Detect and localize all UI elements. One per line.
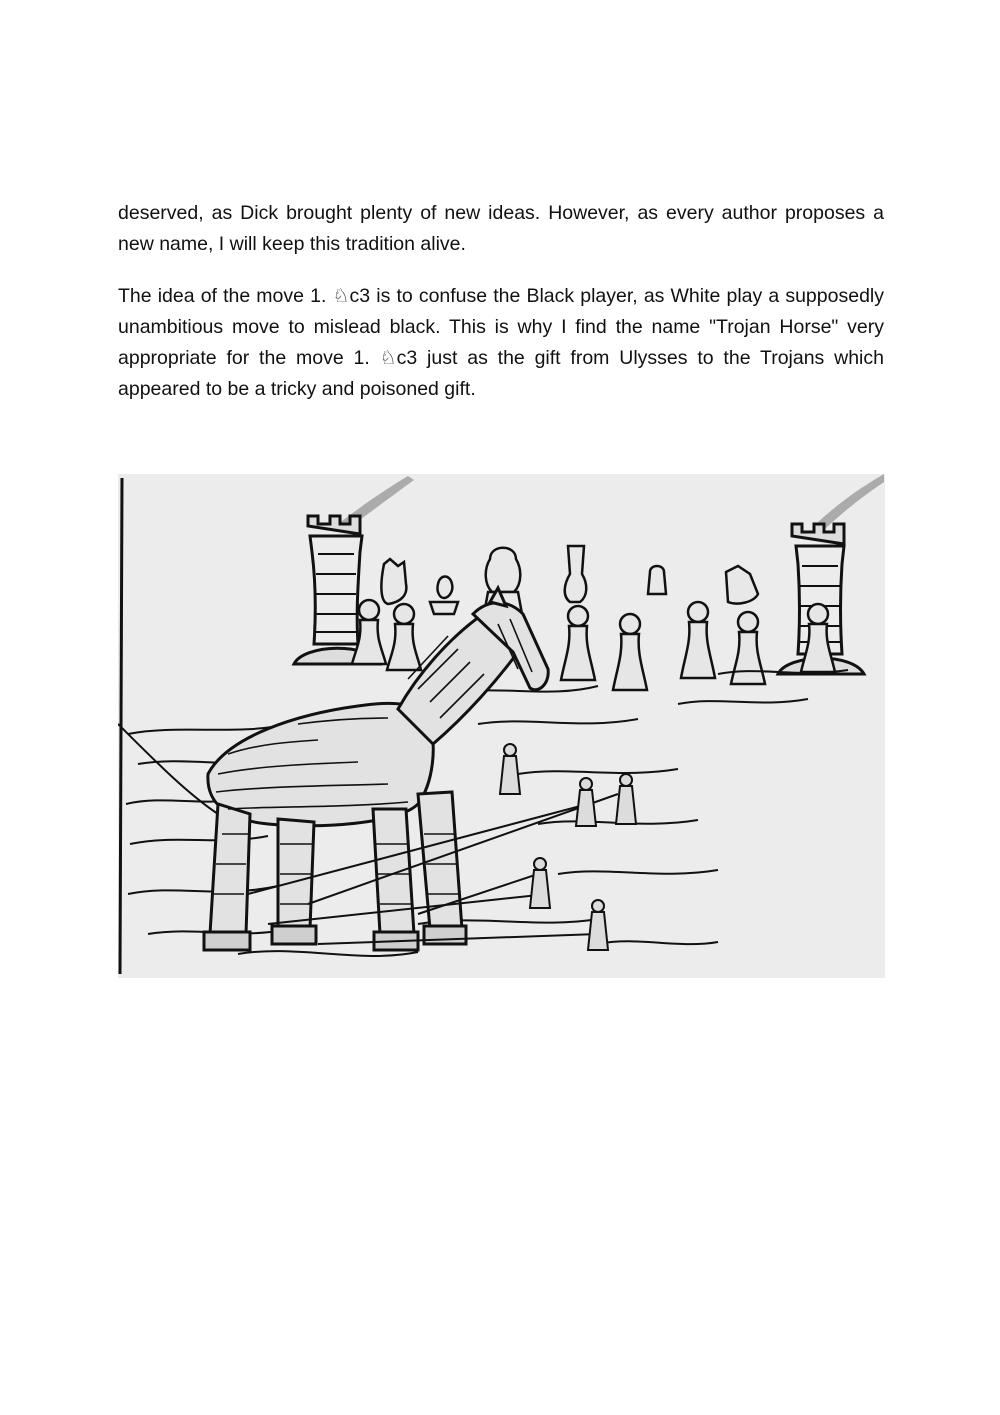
paragraph-2-text-c: c3 just as the gift from Ulysses to the Trojans which appeared to be a tricky and poisoned gift. <box>118 347 884 400</box>
text-block <box>118 198 884 405</box>
paragraph-2-text-b: c3 is to confuse the Black player, as White play a supposedly unambitious move to mislead black. This is why I find the name "Trojan Horse" very appropriate for the move 1. <box>118 285 884 369</box>
knight-icon: ♘ <box>379 347 397 369</box>
paragraph-1 <box>118 198 884 260</box>
paragraph-1-text: deserved, as Dick brought plenty of new ideas. However, as every author proposes a new name, I will keep this tradition alive. <box>118 202 884 255</box>
trojan-horse-sketch <box>118 474 885 978</box>
trojan-horse-illustration <box>118 474 885 978</box>
knight-icon: ♘ <box>332 285 350 307</box>
paragraph-2 <box>118 281 884 405</box>
paragraph-2-text-a: The idea of the move 1. <box>118 285 333 307</box>
